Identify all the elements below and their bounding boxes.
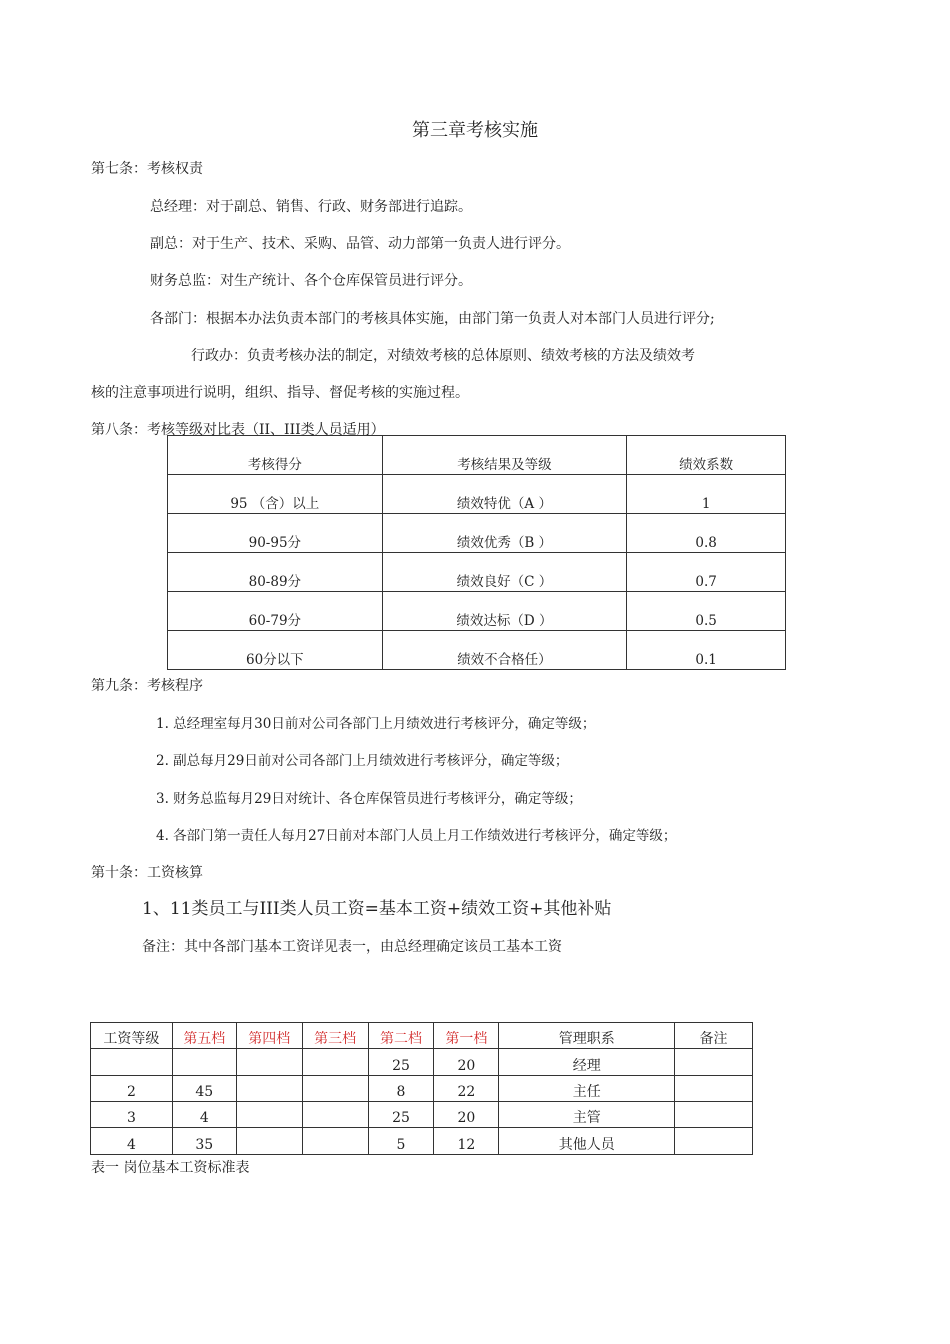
article9-heading: 第九条：考核程序	[91, 678, 203, 694]
table-header-row	[91, 1023, 753, 1049]
header-remarks: 备注	[675, 1023, 753, 1049]
article10-heading: 第十条：工资核算	[91, 865, 203, 881]
article7-item-depts: 各部门：根据本办法负责本部门的考核具体实施，由部门第一负责人对本部门人员进行评分;	[150, 311, 715, 327]
table-row	[91, 1076, 753, 1102]
table-row	[168, 631, 786, 670]
table-row	[91, 1128, 753, 1155]
cell: 2	[91, 1076, 173, 1102]
article9-step-3: 3. 财务总监每月29日对统计、各仓库保管员进行考核评分，确定等级；	[156, 791, 582, 807]
cell: 35	[172, 1128, 236, 1155]
header-tier-1: 第一档	[434, 1023, 499, 1049]
cell	[302, 1102, 368, 1128]
cell: 20	[434, 1049, 499, 1076]
article7-item-cfo: 财务总监：对生产统计、各个仓库保管员进行评分。	[150, 273, 472, 289]
salary-note: 备注：其中各部门基本工资详见表一，由总经理确定该员工基本工资	[142, 939, 562, 955]
cell-score: 80-89分	[168, 553, 383, 592]
header-tier-3: 第三档	[302, 1023, 368, 1049]
cell: 20	[434, 1102, 499, 1128]
table-row	[91, 1049, 753, 1076]
cell: 经理	[499, 1049, 675, 1076]
table-row	[168, 592, 786, 631]
article7-item-vp: 副总：对于生产、技术、采购、品管、动力部第一负责人进行评分。	[150, 236, 570, 252]
header-coefficient: 绩效系数	[627, 436, 786, 475]
cell-grade: 绩效不合格任）	[382, 631, 627, 670]
cell	[675, 1049, 753, 1076]
cell	[302, 1076, 368, 1102]
header-score: 考核得分	[168, 436, 383, 475]
cell	[236, 1049, 302, 1076]
cell-score: 60-79分	[168, 592, 383, 631]
cell	[236, 1128, 302, 1155]
salary-formula: 1、11类员工与III类人员工资=基本工资+绩效工资+其他补贴	[142, 899, 612, 919]
article7-admin-line1: 行政办：负责考核办法的制定，对绩效考核的总体原则、绩效考核的方法及绩效考	[191, 348, 695, 364]
cell: 45	[172, 1076, 236, 1102]
grade-table	[167, 435, 786, 670]
article9-step-2: 2. 副总每月29日前对公司各部门上月绩效进行考核评分，确定等级；	[156, 753, 569, 769]
cell: 25	[368, 1049, 434, 1076]
table-row	[91, 1102, 753, 1128]
cell	[675, 1076, 753, 1102]
article7-item-gm: 总经理：对于副总、销售、行政、财务部进行追踪。	[150, 199, 472, 215]
cell: 5	[368, 1128, 434, 1155]
cell-score: 90-95分	[168, 514, 383, 553]
salary-table	[90, 1022, 753, 1155]
cell	[91, 1049, 173, 1076]
cell: 22	[434, 1076, 499, 1102]
cell-grade: 绩效优秀（B ）	[382, 514, 627, 553]
cell-coefficient: 0.8	[627, 514, 786, 553]
cell: 25	[368, 1102, 434, 1128]
cell: 4	[91, 1128, 173, 1155]
article8-heading: 第八条：考核等级对比表（II、III类人员适用）	[91, 422, 385, 438]
cell	[236, 1076, 302, 1102]
cell: 主管	[499, 1102, 675, 1128]
cell	[236, 1102, 302, 1128]
cell-coefficient: 0.5	[627, 592, 786, 631]
header-salary-level: 工资等级	[91, 1023, 173, 1049]
header-tier-4: 第四档	[236, 1023, 302, 1049]
table-row	[168, 553, 786, 592]
chapter-title: 第三章考核实施	[412, 120, 538, 141]
cell	[675, 1102, 753, 1128]
article7-heading: 第七条：考核权责	[91, 161, 203, 177]
header-tier-5: 第五档	[172, 1023, 236, 1049]
cell-score: 60分以下	[168, 631, 383, 670]
cell	[172, 1049, 236, 1076]
cell-grade: 绩效达标（D ）	[382, 592, 627, 631]
article7-admin-line2: 核的注意事项进行说明，组织、指导、督促考核的实施过程。	[91, 385, 469, 401]
table-header-row	[168, 436, 786, 475]
header-grade: 考核结果及等级	[382, 436, 627, 475]
cell-grade: 绩效特优（A ）	[382, 475, 627, 514]
cell	[302, 1049, 368, 1076]
cell: 4	[172, 1102, 236, 1128]
article9-step-1: 1. 总经理室每月30日前对公司各部门上月绩效进行考核评分，确定等级；	[156, 716, 596, 732]
cell-score: 95 （含）以上	[168, 475, 383, 514]
cell-coefficient: 1	[627, 475, 786, 514]
header-tier-2: 第二档	[368, 1023, 434, 1049]
article9-step-4: 4. 各部门第一责任人每月27日前对本部门人员上月工作绩效进行考核评分，确定等级；	[156, 828, 677, 844]
table-row	[168, 514, 786, 553]
cell: 主任	[499, 1076, 675, 1102]
cell-coefficient: 0.1	[627, 631, 786, 670]
table-row	[168, 475, 786, 514]
cell-grade: 绩效良好（C ）	[382, 553, 627, 592]
salary-table-caption: 表一 岗位基本工资标准表	[91, 1160, 250, 1176]
cell: 8	[368, 1076, 434, 1102]
cell-coefficient: 0.7	[627, 553, 786, 592]
cell	[302, 1128, 368, 1155]
cell: 其他人员	[499, 1128, 675, 1155]
cell: 3	[91, 1102, 173, 1128]
cell: 12	[434, 1128, 499, 1155]
header-management-rank: 管理职系	[499, 1023, 675, 1049]
cell	[675, 1128, 753, 1155]
